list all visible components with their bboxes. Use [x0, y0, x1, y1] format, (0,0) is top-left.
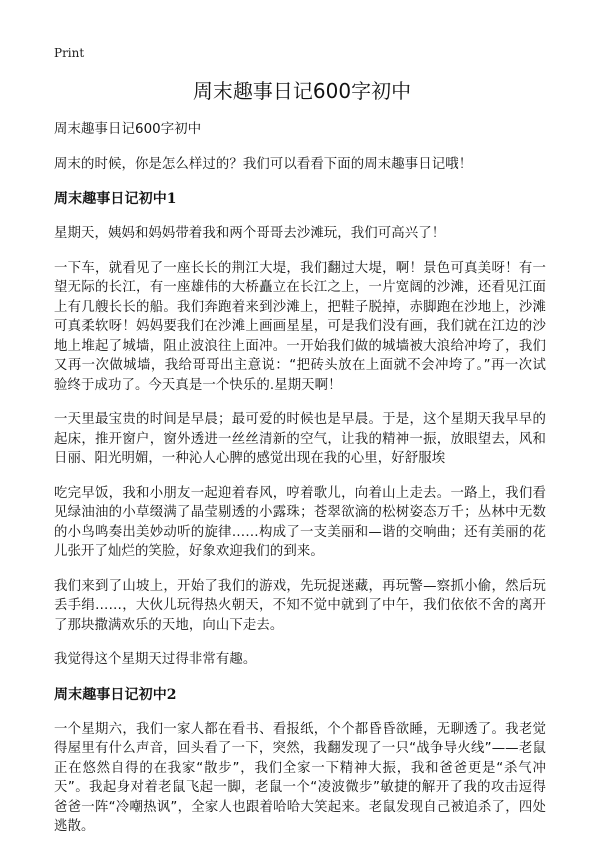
section1-paragraph: 我们来到了山坡上，开始了我们的游戏，先玩捉迷藏，再玩警—察抓小偷，然后玩丢手绢……，大伙儿玩得热火朝天，不知不觉中就到了中午，我们依依不舍的离开了那块撒满欢乐的天地，向山下走去。 — [54, 578, 546, 633]
document-title: 周末趣事日记600字初中 — [192, 79, 412, 103]
section1-paragraph: 吃完早饭，我和小朋友一起迎着春风，哼着歌儿，向着山上走去。一路上，我们看见绿油油的小草缀满了晶莹剔透的小露珠；苍翠欲滴的松树姿态万千；丛林中无数的小鸟鸣奏出美妙动听的旋律……构成了一支美丽和—谐的交响曲；还有美丽的花儿张开了灿烂的笑脸，好象欢迎我们的到来。 — [54, 485, 546, 559]
article-subtitle: 周末趣事日记600字初中 — [54, 122, 202, 137]
section1-paragraph: 一下车，就看见了一座长长的荆江大堤，我们翻过大堤，啊！景色可真美呀！有一望无际的长江，有一座雄伟的大桥矗立在长江之上，一片宽阔的沙滩，还看见江面上有几艘长长的船。我们奔跑着来到沙滩上，把鞋子脱掉，赤脚跑在沙地上，沙滩可真柔软呀！妈妈要我们在沙滩上画画星星，可是我们没有画，我们就在江边的沙地上堆起了城墙，阻止波浪往上面冲。一开始我们做的城墙被大浪给冲垮了，我们又再一次做城墙，我给哥哥出主意说：“把砖头放在上面就不会冲垮了。”再一次试验终于成功了。今天真是一个快乐的.星期天啊！ — [54, 260, 546, 393]
article-intro: 周末的时候，你是怎么样过的？我们可以看看下面的周末趣事日记哦！ — [54, 156, 473, 172]
section2-paragraph: 一个星期六，我们一家人都在看书、看报纸，个个都昏昏欲睡，无聊透了。我老觉得屋里有什么声音，回头看了一下，突然，我翻发现了一只“战争导火线”——老鼠正在悠然自得的在我家“散步”，我们全家一下精神大振，我和爸爸更是“杀气冲天”。我起身对着老鼠飞起一脚，老鼠一个“凌波微步”敏捷的解开了我的攻击逗得爸爸一阵“冷嘲热讽”，全家人也跟着哈哈大笑起来。老鼠发现自己被追杀了，四处逃散。 — [54, 721, 546, 834]
section1-paragraph: 星期天，姨妈和妈妈带着我和两个哥哥去沙滩玩，我们可高兴了！ — [54, 226, 446, 241]
section-heading-2: 周末趣事日记初中2 — [54, 686, 177, 703]
section1-paragraph: 一天里最宝贵的时间是早晨；最可爱的时候也是早晨。于是，这个星期天我早早的起床，推开窗户，窗外透进一丝丝清新的空气，让我的精神一振，放眼望去，风和日丽、阳光明媚，一种沁人心脾的感觉出现在我的心里，好舒服埃 — [54, 412, 546, 466]
section1-paragraph: 我觉得这个星期天过得非常有趣。 — [54, 652, 257, 667]
article-body — [54, 120, 546, 852]
print-link[interactable]: Print — [54, 46, 85, 60]
section-heading-1: 周末趣事日记初中1 — [54, 191, 177, 207]
